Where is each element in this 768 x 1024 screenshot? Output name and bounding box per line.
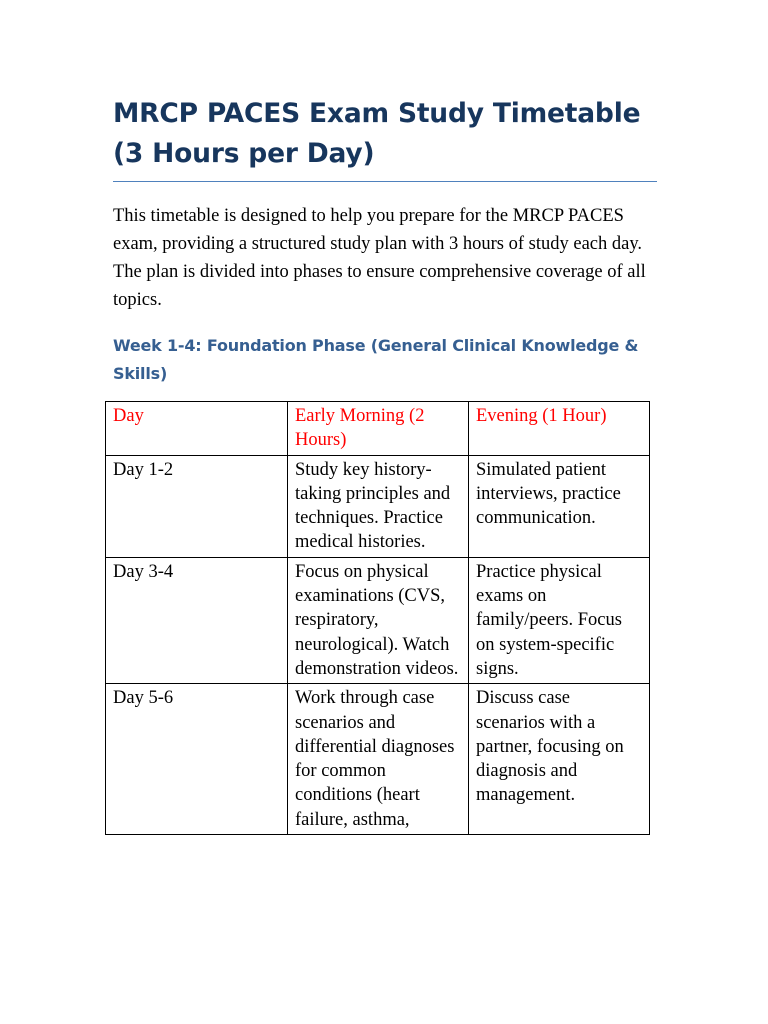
cell-day: Day 1-2 [106, 455, 288, 557]
header-evening: Evening (1 Hour) [469, 402, 650, 456]
cell-day: Day 5-6 [106, 684, 288, 835]
header-day: Day [106, 402, 288, 456]
table-row [106, 455, 650, 557]
header-early-morning: Early Morning (2 Hours) [288, 402, 469, 456]
cell-morning: Study key history-taking principles and techniques. Practice medical histories. [288, 455, 469, 557]
section-heading: Week 1-4: Foundation Phase (General Clinical Knowledge & Skills) [113, 336, 639, 383]
table-row [106, 684, 650, 835]
document-page [113, 94, 657, 388]
cell-morning: Focus on physical examinations (CVS, respiratory, neurological). Watch demonstration videos. [288, 557, 469, 683]
cell-evening: Practice physical exams on family/peers. Focus on system-specific signs. [469, 557, 650, 683]
cell-morning: Work through case scenarios and differential diagnoses for common conditions (heart failure, asthma, [288, 684, 469, 835]
intro-paragraph: This timetable is designed to help you prepare for the MRCP PACES exam, providing a structured study plan with 3 hours of study each day. The plan is divided into phases to ensure comprehensive coverage of all topics. [113, 206, 646, 310]
cell-evening: Discuss case scenarios with a partner, focusing on diagnosis and management. [469, 684, 650, 835]
study-timetable [105, 401, 650, 835]
cell-day: Day 3-4 [106, 557, 288, 683]
table-header-row [106, 402, 650, 456]
table-row [106, 557, 650, 683]
cell-evening: Simulated patient interviews, practice communication. [469, 455, 650, 557]
document-title: MRCP PACES Exam Study Timetable (3 Hours per Day) [113, 94, 657, 182]
